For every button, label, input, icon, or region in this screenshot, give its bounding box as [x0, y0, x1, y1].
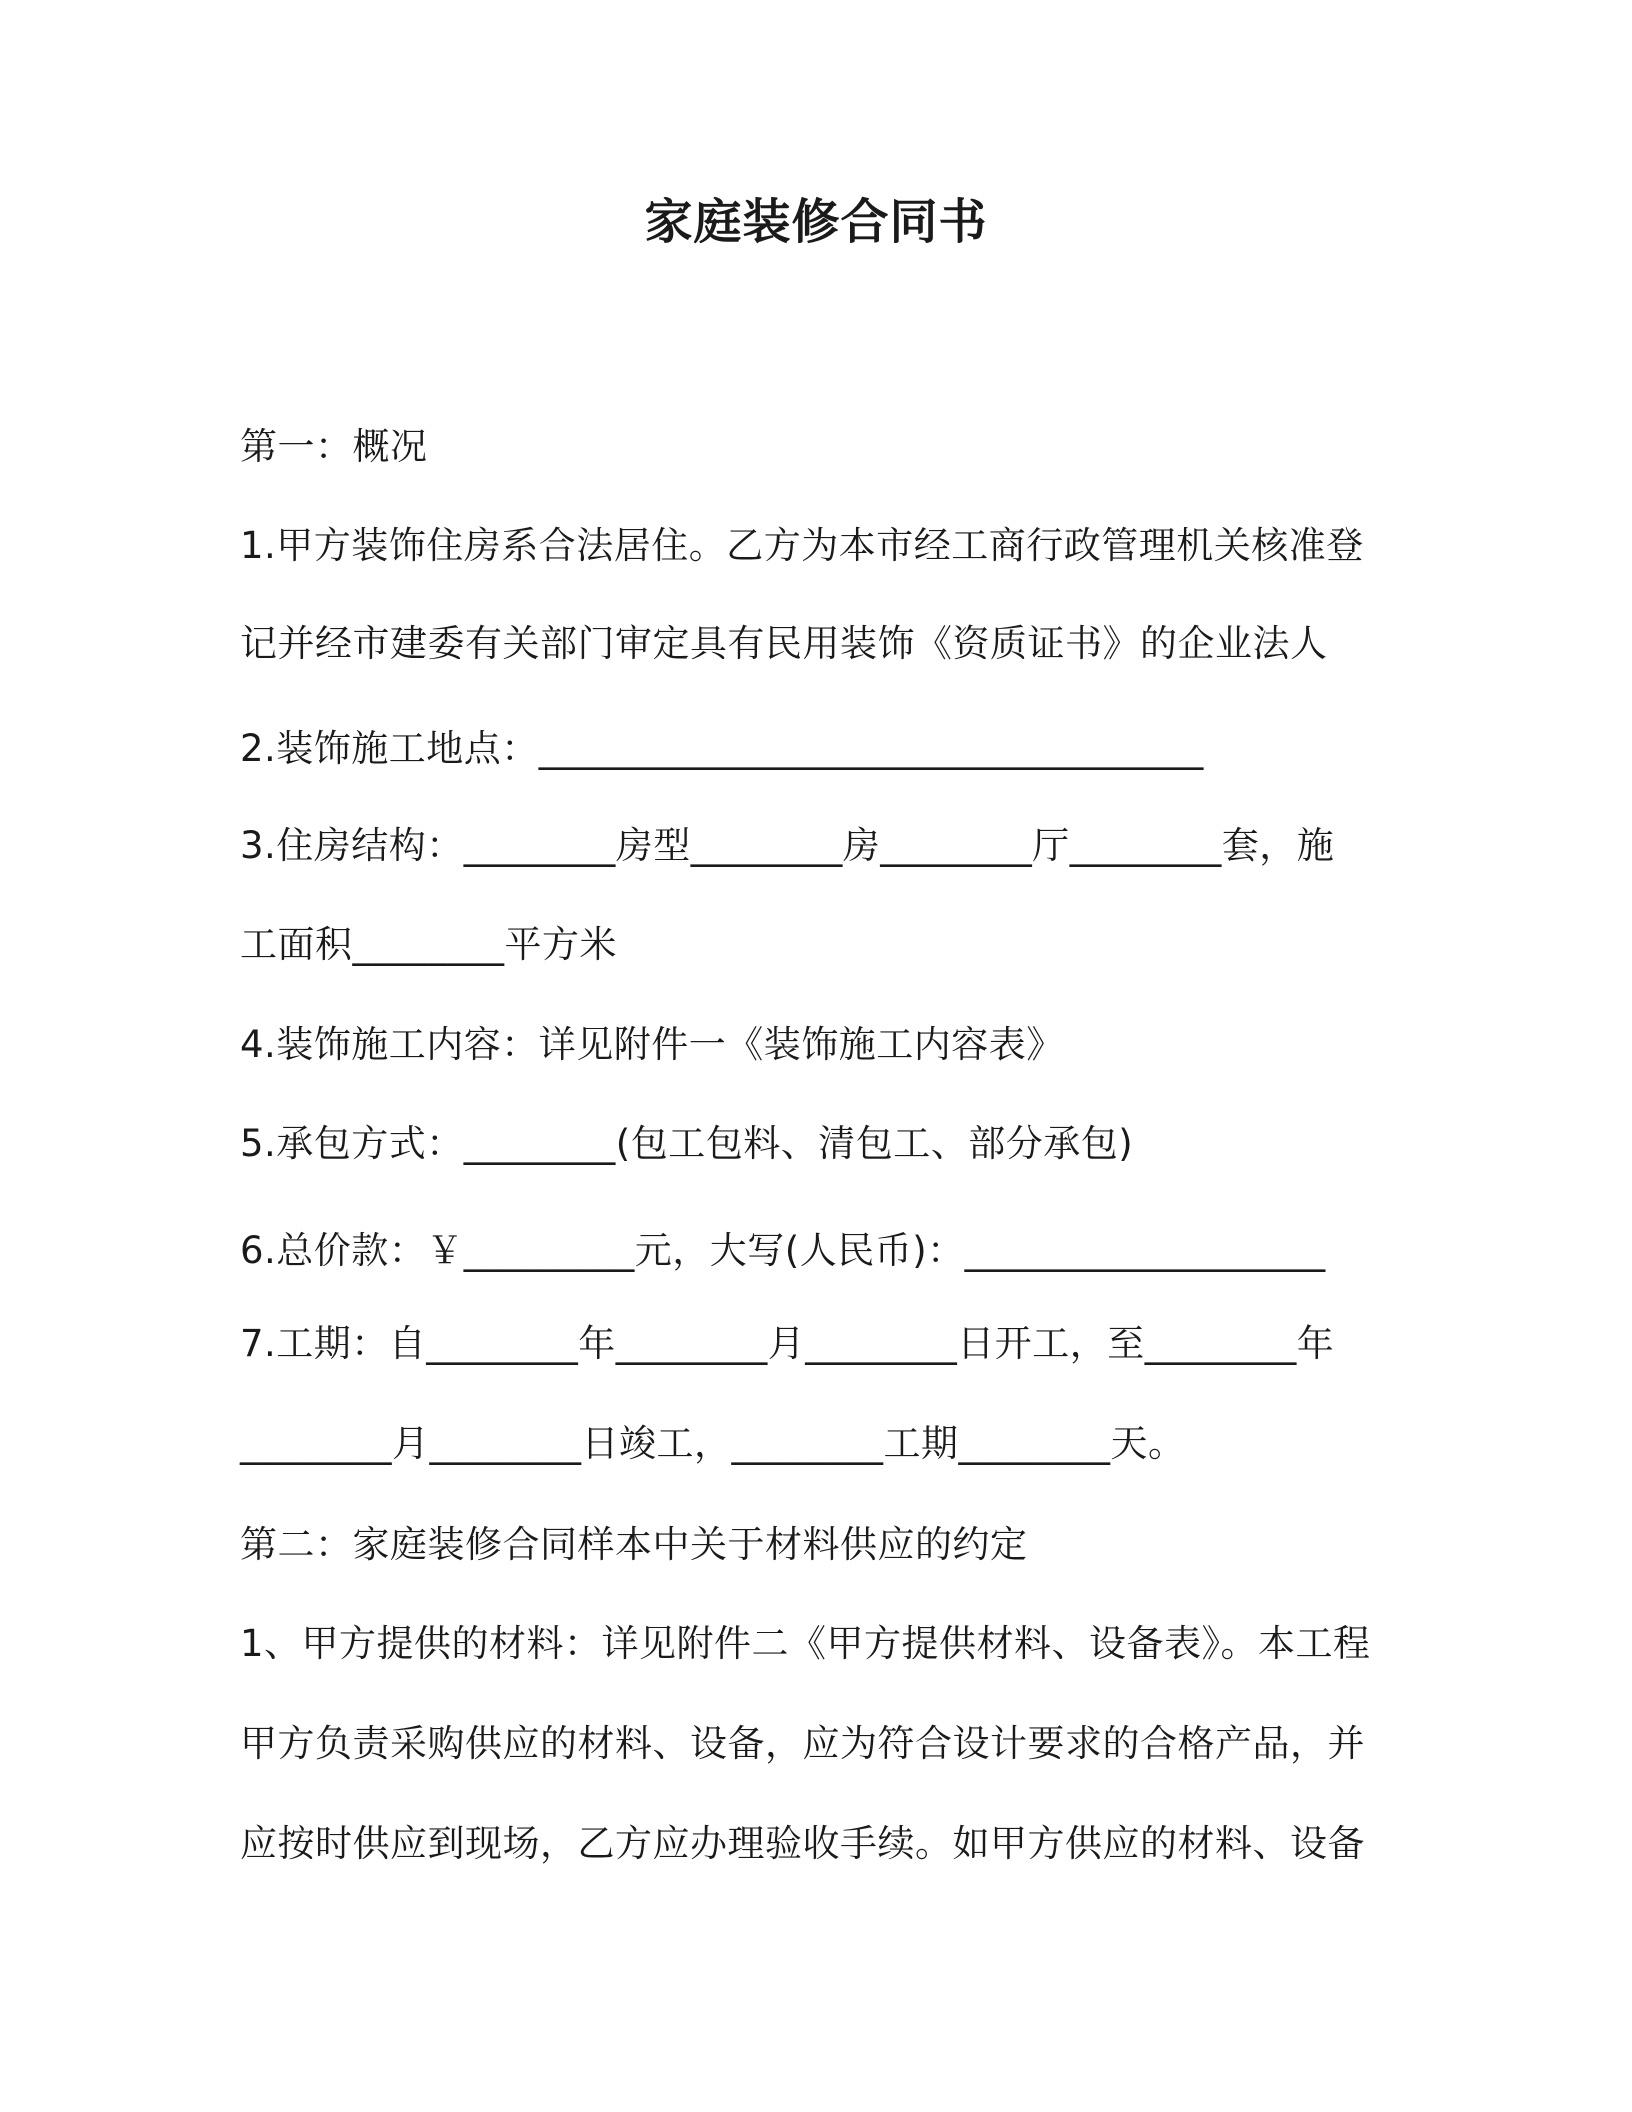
clause-3-housing-structure-line-2: 工面积________平方米 — [240, 923, 617, 966]
clause-1-line-1: 1.甲方装饰住房系合法居住。乙方为本市经工商行政管理机关核准登 — [240, 524, 1364, 567]
clause-3-housing-structure-line-1: 3.住房结构：________房型________房________厅________套，施 — [240, 824, 1335, 867]
clause-6-total-price: 6.总价款：￥_________元，大写(人民币)：___________________ — [240, 1229, 1326, 1272]
clause-5-contract-method: 5.承包方式：________(包工包料、清包工、部分承包) — [240, 1122, 1134, 1165]
clause-7-duration-line-2: ________月________日竣工，________工期________天。 — [240, 1422, 1186, 1465]
clause-4-construction-content: 4.装饰施工内容：详见附件一《装饰施工内容表》 — [240, 1023, 1064, 1066]
material-clause-1-line-3: 应按时供应到现场，乙方应办理验收手续。如甲方供应的材料、设备 — [240, 1822, 1365, 1865]
material-clause-1-line-1: 1、甲方提供的材料：详见附件二《甲方提供材料、设备表》。本工程 — [240, 1622, 1371, 1665]
clause-1-line-2: 记并经市建委有关部门审定具有民用装饰《资质证书》的企业法人 — [240, 622, 1328, 665]
document-title: 家庭装修合同书 — [644, 194, 988, 250]
material-clause-1-line-2: 甲方负责采购供应的材料、设备，应为符合设计要求的合格产品，并 — [240, 1722, 1365, 1765]
clause-7-duration-line-1: 7.工期：自________年________月________日开工，至________年 — [240, 1322, 1335, 1365]
clause-2-construction-site: 2.装饰施工地点：___________________________________ — [240, 727, 1204, 770]
section-heading-material-supply: 第二：家庭装修合同样本中关于材料供应的约定 — [240, 1523, 1028, 1566]
section-heading-overview: 第一：概况 — [240, 425, 428, 468]
